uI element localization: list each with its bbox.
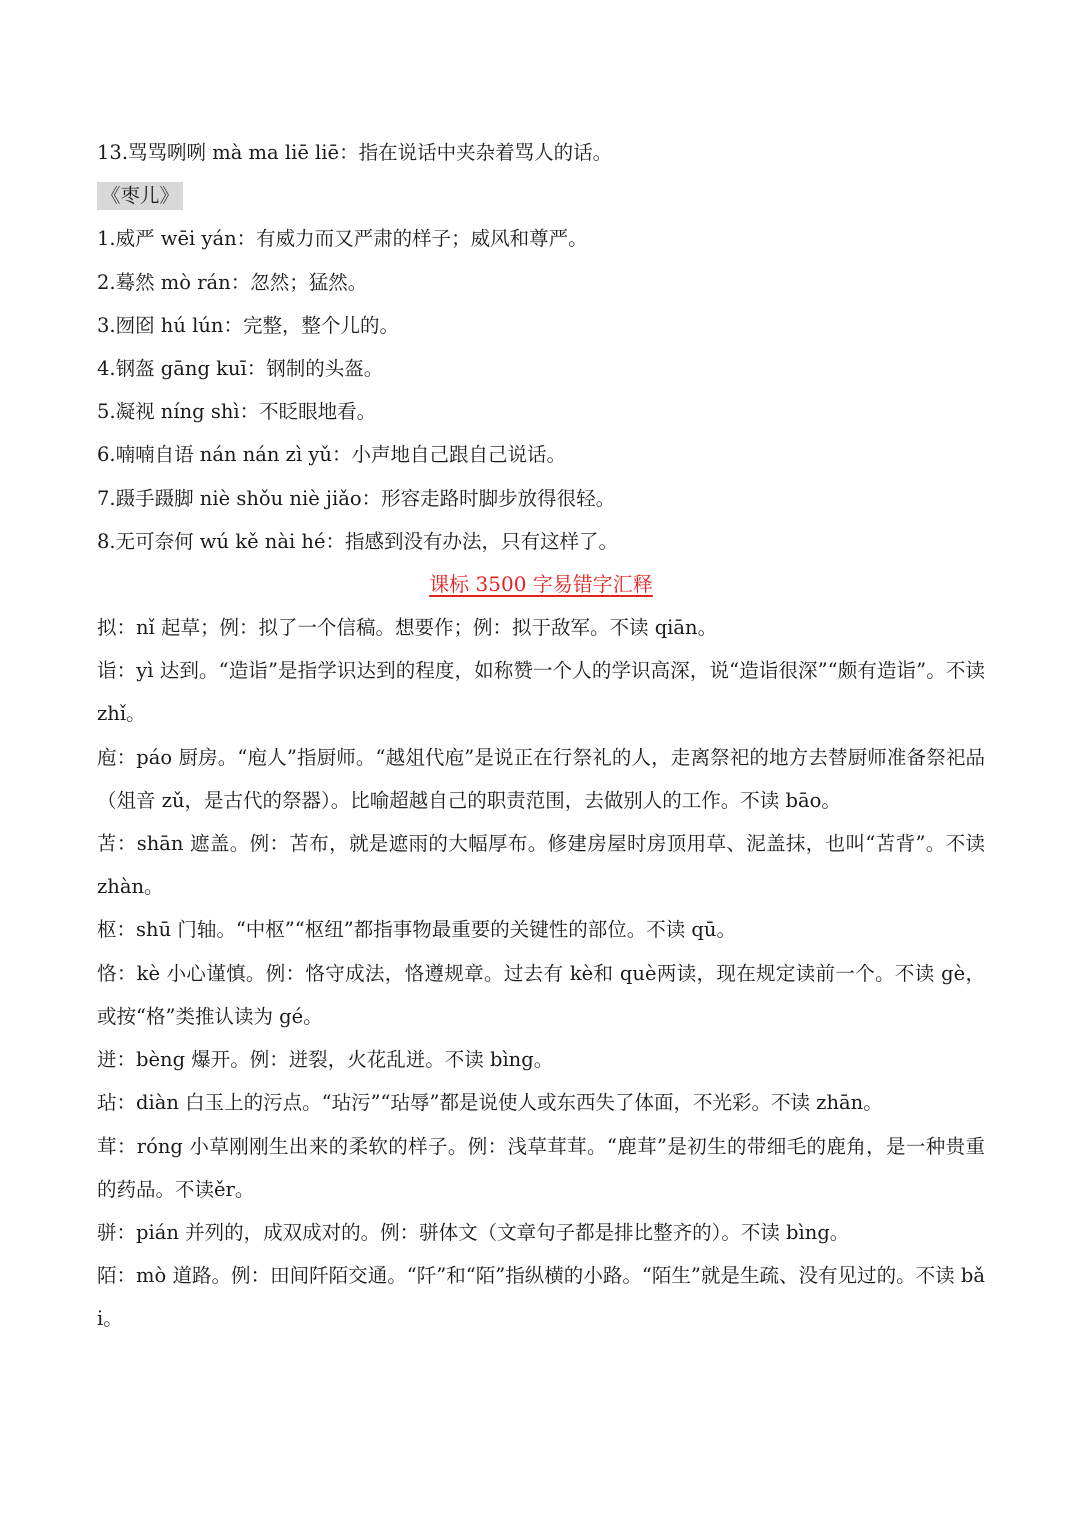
- vocab-item: 7.蹑手蹑脚 niè shǒu niè jiǎo：形容走路时脚步放得很轻。: [97, 486, 616, 510]
- errata-entry: 陌：mò 道路。例：田间阡陌交通。“阡”和“陌”指纵横的小路。“陌生”就是生疏、没有见过的。不读 bǎi。: [97, 1264, 985, 1331]
- errata-entry: 恪：kè 小心谨慎。例：恪守成法，恪遵规章。过去有 kè和 què两读，现在规定读前一个。不读 gè，或按“格”类推认读为 gé。: [97, 961, 985, 1028]
- errata-section-title: 课标 3500 字易错字汇释: [429, 571, 653, 596]
- vocab-item: 4.钢盔 gāng kuī：钢制的头盔。: [97, 356, 384, 380]
- vocab-item: 8.无可奈何 wú kě nài hé：指感到没有办法，只有这样了。: [97, 529, 619, 553]
- section-title-row: [97, 174, 985, 217]
- errata-entry: 玷：diàn 白玉上的污点。“玷污”“玷辱”都是说使人或东西失了体面，不光彩。不读 zhān。: [97, 1091, 883, 1115]
- errata-entry: 拟：nǐ 起草；例：拟了一个信稿。想要作；例：拟于敌军。不读 qiān。: [97, 616, 718, 640]
- errata-entry: 茸：róng 小草刚刚生出来的柔软的样子。例：浅草茸茸。“鹿茸”是初生的带细毛的鹿角，是一种贵重的药品。不读ěr。: [97, 1134, 985, 1201]
- section-title: 《枣儿》: [97, 182, 183, 210]
- vocab-item: 6.喃喃自语 nán nán zì yǔ：小声地自己跟自己说话。: [97, 443, 566, 467]
- errata-entry: 庖：páo 厨房。“庖人”指厨师。“越俎代庖”是说正在行祭礼的人，走离祭祀的地方去替厨师准备祭祀品（俎音 zǔ，是古代的祭器）。比喻超越自己的职责范围，去做别人的工作。不读 bāo。: [97, 745, 985, 812]
- errata-entry: 枢：shū 门轴。“中枢”“枢纽”都指事物最重要的关键性的部位。不读 qū。: [97, 918, 736, 942]
- vocab-item: 2.蓦然 mò rán：忽然；猛然。: [97, 270, 368, 294]
- vocab-item: 5.凝视 níng shì：不眨眼地看。: [97, 400, 377, 424]
- vocab-item: 1.威严 wēi yán：有威力而又严肃的样子；威风和尊严。: [97, 227, 588, 251]
- vocab-item-13: 13.骂骂咧咧 mà ma liē liē：指在说话中夹杂着骂人的话。: [97, 141, 613, 164]
- errata-entry: 诣：yì 达到。“造诣”是指学识达到的程度，如称赞一个人的学识高深，说“造诣很深”“颇有造诣”。不读 zhǐ。: [97, 659, 985, 726]
- vocab-item: 3.囫囵 hú lún：完整，整个儿的。: [97, 313, 399, 337]
- document-page: [97, 131, 985, 1341]
- errata-entry: 迸：bèng 爆开。例：迸裂，火花乱迸。不读 bìng。: [97, 1048, 554, 1072]
- errata-entry: 苫：shān 遮盖。例：苫布，就是遮雨的大幅厚布。修建房屋时房顶用草、泥盖抹，也叫“苫背”。不读 zhàn。: [97, 832, 985, 899]
- errata-entry: 骈：pián 并列的，成双成对的。例：骈体文（文章句子都是排比整齐的）。不读 bìng。: [97, 1220, 850, 1244]
